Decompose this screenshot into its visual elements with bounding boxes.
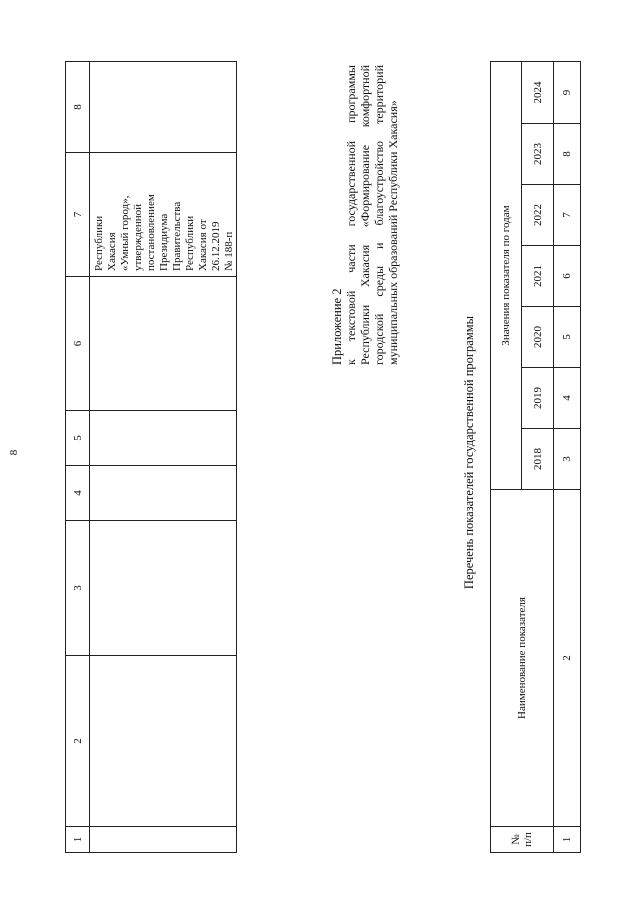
t1-cell-2 bbox=[90, 656, 237, 827]
year-2024: 2024 bbox=[522, 61, 554, 123]
t1-header-3: 3 bbox=[66, 521, 90, 656]
col-index-6: 6 bbox=[554, 246, 581, 307]
col-index-1: 1 bbox=[554, 827, 581, 853]
t1-cell-6 bbox=[90, 277, 237, 411]
years-group-header: Значения показателя по годам bbox=[491, 61, 522, 489]
year-2022: 2022 bbox=[522, 185, 554, 246]
t1-header-5: 5 bbox=[66, 411, 90, 466]
col-index-7: 7 bbox=[554, 185, 581, 246]
t1-header-6: 6 bbox=[66, 277, 90, 411]
appendix-block bbox=[330, 65, 400, 365]
col-index-5: 5 bbox=[554, 307, 581, 368]
t1-cell-7 bbox=[90, 153, 237, 277]
indicators-table bbox=[490, 61, 581, 853]
col-number-header: № п/п bbox=[491, 827, 554, 853]
continuation-table bbox=[65, 61, 237, 853]
page-number: 8 bbox=[8, 449, 20, 456]
indicators-list-title: Перечень показателей государственной программы bbox=[462, 315, 476, 590]
col-index-2: 2 bbox=[554, 490, 581, 827]
t1-cell-1 bbox=[90, 827, 237, 853]
col-index-3: 3 bbox=[554, 429, 581, 490]
t1-header-8: 8 bbox=[66, 62, 90, 153]
t1-cell-5 bbox=[90, 411, 237, 466]
col-index-9: 9 bbox=[554, 61, 581, 123]
t1-header-7: 7 bbox=[66, 153, 90, 277]
year-2020: 2020 bbox=[522, 307, 554, 368]
col-name-header: Наименование показателя bbox=[491, 490, 554, 827]
col-index-4: 4 bbox=[554, 368, 581, 429]
year-2018: 2018 bbox=[522, 429, 554, 490]
t1-cell-4 bbox=[90, 466, 237, 521]
t1-cell-3 bbox=[90, 521, 237, 656]
t1-header-2: 2 bbox=[66, 656, 90, 827]
t1-header-4: 4 bbox=[66, 466, 90, 521]
year-2021: 2021 bbox=[522, 246, 554, 307]
col-index-8: 8 bbox=[554, 124, 581, 185]
year-2023: 2023 bbox=[522, 124, 554, 185]
year-2019: 2019 bbox=[522, 368, 554, 429]
appendix-body: к текстовой части государственной программы Республики Хакасия «Формирование комфортной городской среды и благоустройство территорий муниципальных образований Республики Хакасия» bbox=[344, 65, 400, 365]
program-reference-text: Республики Хакасия «Умный город», утвержденной постановлением Президиума Правительства Республики Хакасия от 26.12.2019 № 188-п bbox=[93, 194, 235, 271]
appendix-title: Приложение 2 bbox=[330, 288, 344, 365]
t1-cell-8 bbox=[90, 62, 237, 153]
t1-header-1: 1 bbox=[66, 827, 90, 853]
